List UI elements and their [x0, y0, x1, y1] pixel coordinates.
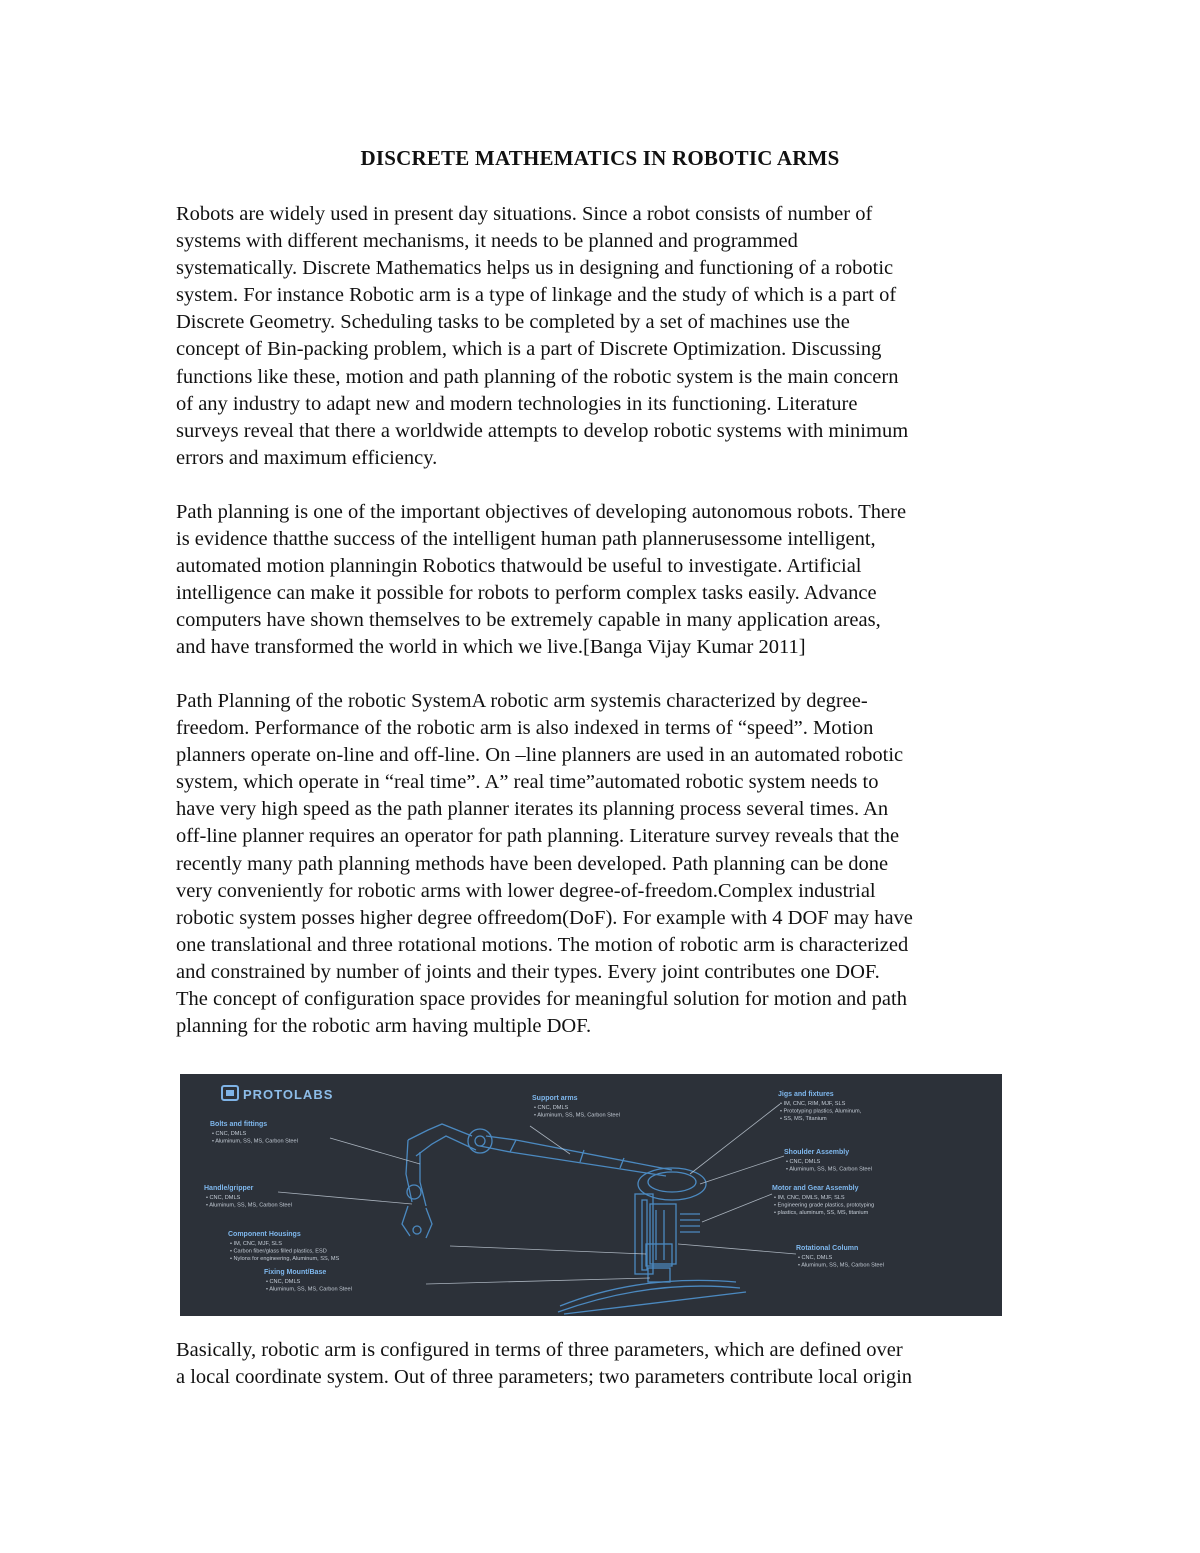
figure-label-heading: Bolts and fittings	[210, 1121, 268, 1128]
figure-label-heading: Motor and Gear Assembly	[772, 1185, 859, 1192]
paragraph-line: functions like these, motion and path planning of the robotic system is the main concern	[176, 365, 899, 388]
paragraph-line: freedom. Performance of the robotic arm is also indexed in terms of “speed”. Motion	[176, 717, 874, 740]
figure-label-item: • plastics, aluminum, SS, MS, titanium	[774, 1210, 869, 1216]
robotic-arm-diagram	[180, 1074, 1002, 1316]
logo-text: PROTOLABS	[243, 1087, 334, 1102]
figure-label-heading: Fixing Mount/Base	[264, 1269, 327, 1276]
paragraph-line: very conveniently for robotic arms with lower degree-of-freedom.Complex industrial	[176, 879, 876, 902]
figure-label-item: • Aluminum, SS, MS, Carbon Steel	[798, 1262, 884, 1269]
paragraph-line: concept of Bin-packing problem, which is a part of Discrete Optimization. Discussing	[176, 338, 882, 361]
figure-label-item: • Prototyping plastics, Aluminum,	[780, 1108, 862, 1115]
figure-label-item: • CNC, DMLS	[786, 1159, 821, 1165]
figure-label-item: • Engineering grade plastics, prototyping	[774, 1202, 875, 1209]
figure-label-heading: Shoulder Assembly	[784, 1149, 850, 1156]
paragraph-3	[176, 688, 1036, 1040]
figure-label-item: • SS, MS, Titanium	[780, 1116, 827, 1122]
paragraph-line: system, which operate in “real time”. A” real time”automated robotic system needs to	[176, 771, 879, 794]
figure-label-item: • Aluminum, SS, MS, Carbon Steel	[266, 1286, 352, 1293]
figure-label-heading: Rotational Column	[796, 1245, 859, 1252]
paragraph-line: computers have shown themselves to be extremely capable in many application areas,	[176, 609, 881, 632]
paragraph-line: one translational and three rotational motions. The motion of robotic arm is characterized	[176, 933, 909, 956]
paragraph-line: off-line planner requires an operator for path planning. Literature survey reveals that the	[176, 825, 900, 848]
paragraph-line: of any industry to adapt new and modern technologies in its functioning. Literature	[176, 392, 858, 415]
figure-label-item: • Aluminum, SS, MS, Carbon Steel	[786, 1166, 872, 1173]
paragraph-line: Robots are widely used in present day situations. Since a robot consists of number of	[176, 203, 873, 225]
figure-label-item: • CNC, DMLS	[206, 1195, 241, 1201]
figure-label-heading: Support arms	[532, 1095, 578, 1102]
figure-label-item: • Aluminum, SS, MS, Carbon Steel	[534, 1112, 620, 1119]
paragraph-2	[176, 499, 1036, 662]
figure-label-heading: Jigs and fixtures	[778, 1091, 834, 1098]
paragraph-line: Path Planning of the robotic SystemA robotic arm systemis characterized by degree-	[176, 690, 868, 712]
paragraph-line: is evidence thatthe success of the intelligent human path plannerusessome intelligent,	[176, 528, 876, 551]
figure-label-item: • Aluminum, SS, MS, Carbon Steel	[212, 1138, 298, 1145]
figure-label-item: • CNC, DMLS	[534, 1105, 569, 1111]
paragraph-line: a local coordinate system. Out of three parameters; two parameters contribute local origin	[176, 1366, 913, 1389]
figure-label-item: • Nylons for engineering, Aluminum, SS, MS	[230, 1256, 340, 1262]
figure-label-item: • IM, CNC, RIM, MJF, SLS	[780, 1101, 846, 1107]
paragraph-line: Discrete Geometry. Scheduling tasks to be completed by a set of machines use the	[176, 311, 850, 334]
figure-label-item: • Carbon fiber/glass filled plastics, ESD	[230, 1248, 327, 1255]
figure-label-item: • CNC, DMLS	[798, 1255, 833, 1261]
paragraph-line: have very high speed as the path planner iterates its planning process several times. An	[176, 798, 889, 821]
paragraph-line: The concept of configuration space provides for meaningful solution for motion and path	[176, 988, 907, 1011]
paragraph-line: planning for the robotic arm having multiple DOF.	[176, 1015, 592, 1038]
document-title: DISCRETE MATHEMATICS IN ROBOTIC ARMS	[360, 146, 840, 170]
paragraph-line: robotic system posses higher degree offreedom(DoF). For example with 4 DOF may have	[176, 906, 913, 929]
paragraph-line: and have transformed the world in which we live.[Banga Vijay Kumar 2011]	[176, 636, 806, 659]
paragraph-line: Basically, robotic arm is configured in terms of three parameters, which are defined over	[176, 1339, 903, 1361]
paragraph-line: automated motion planningin Robotics thatwould be useful to investigate. Artificial	[176, 555, 862, 578]
paragraph-line: and constrained by number of joints and their types. Every joint contributes one DOF.	[176, 960, 880, 983]
figure-label-heading: Component Housings	[228, 1231, 301, 1238]
paragraph-line: errors and maximum efficiency.	[176, 446, 438, 469]
paragraph-line: intelligence can make it possible for robots to perform complex tasks easily. Advance	[176, 582, 877, 605]
paragraph-line: surveys reveal that there a worldwide attempts to develop robotic systems with minimum	[176, 419, 909, 442]
figure-label-item: • CNC, DMLS	[266, 1279, 301, 1285]
figure-label-heading: Handle/gripper	[204, 1185, 254, 1192]
figure-label-item: • IM, CNC, MJF, SLS	[230, 1241, 282, 1247]
paragraph-line: Path planning is one of the important objectives of developing autonomous robots. There	[176, 501, 907, 523]
figure-label-item: • CNC, DMLS	[212, 1131, 247, 1137]
paragraph-1	[176, 201, 1036, 472]
paragraph-line: recently many path planning methods have been developed. Path planning can be done	[176, 852, 889, 875]
paragraph-line: systems with different mechanisms, it needs to be planned and programmed	[176, 230, 798, 253]
figure-label-item: • Aluminum, SS, MS, Carbon Steel	[206, 1202, 292, 1209]
paragraph-line: system. For instance Robotic arm is a type of linkage and the study of which is a part of	[176, 284, 897, 307]
figure-label-item: • IM, CNC, DMLS, MJF, SLS	[774, 1195, 845, 1201]
paragraph-4	[176, 1337, 1036, 1391]
robotic-arm-figure	[180, 1074, 1002, 1316]
paragraph-line: planners operate on-line and off-line. On –line planners are used in an automated robotic	[176, 744, 904, 767]
paragraph-line: systematically. Discrete Mathematics helps us in designing and functioning of a robotic	[176, 257, 894, 280]
